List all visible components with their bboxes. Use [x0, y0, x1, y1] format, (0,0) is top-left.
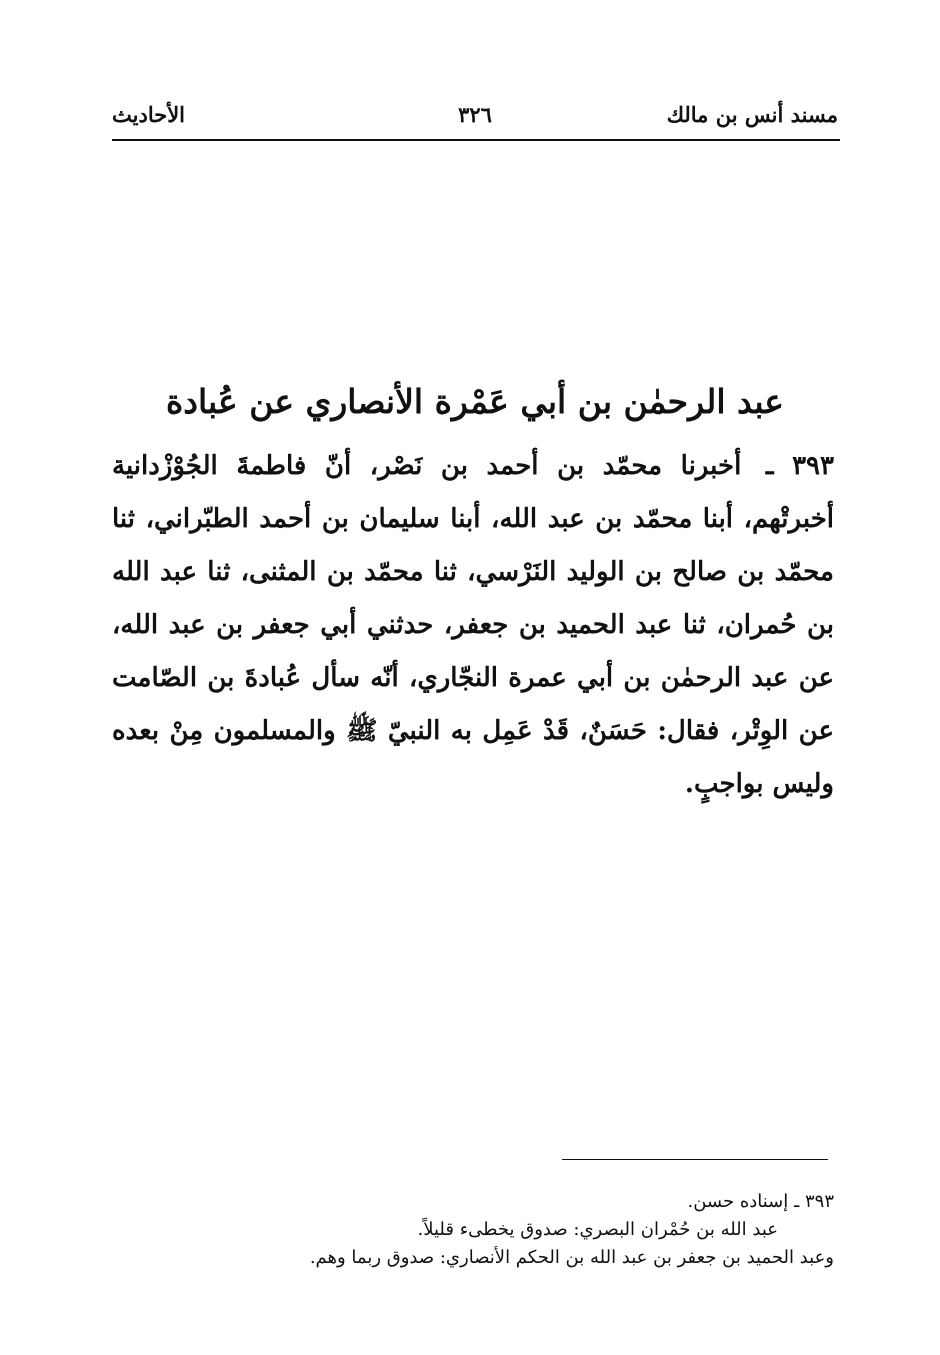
- header-rule: [112, 139, 840, 141]
- hadith-number: ٣٩٣ ـ: [765, 451, 834, 481]
- hadith-paragraph: [112, 440, 834, 811]
- footnote-line-2: عبد الله بن حُمْران البصري: صدوق يخطىء قليلاً.: [417, 1219, 778, 1240]
- footnote-separator: [562, 1159, 828, 1160]
- footnote-line-3: وعبد الحميد بن جعفر بن عبد الله بن الحكم الأنصاري: صدوق ربما وهم.: [309, 1247, 834, 1268]
- footnote-line-1: ٣٩٣ ـ إسناده حسن.: [687, 1191, 834, 1212]
- footnotes: [150, 1188, 834, 1272]
- running-header: [112, 100, 838, 136]
- page-number: ٣٢٦: [458, 102, 492, 127]
- section-title: عبد الرحمٰن بن أبي عَمْرة الأنصاري عن عُبادة: [166, 382, 784, 421]
- hadith-text: أخبرنا محمّد بن أحمد بن نَصْر، أنّ فاطمةَ الجُوْزْدانية أخبرتْهم، أبنا محمّد بن عبد الله، أبنا سليمان بن أحمد الطبّراني، ثنا محمّد بن صالح بن الوليد النَرْسي، ثنا محمّد بن المثنى، ثنا عبد الله بن حُمران، ثنا عبد الحميد بن جعفر، حدثني أبي جعفر بن عبد الله، عن عبد الرحمٰن بن أبي عمرة النجّاري، أنّه سأل عُبادةَ بن الصّامت عن الوِتْر، فقال: حَسَنٌ، قَدْ عَمِل به النبيّ ﷺ والمسلمون مِنْ بعده وليس بواجبٍ.: [112, 451, 834, 799]
- section-name: الأحاديث: [112, 102, 186, 127]
- book-title: مسند أنس بن مالك: [666, 102, 838, 127]
